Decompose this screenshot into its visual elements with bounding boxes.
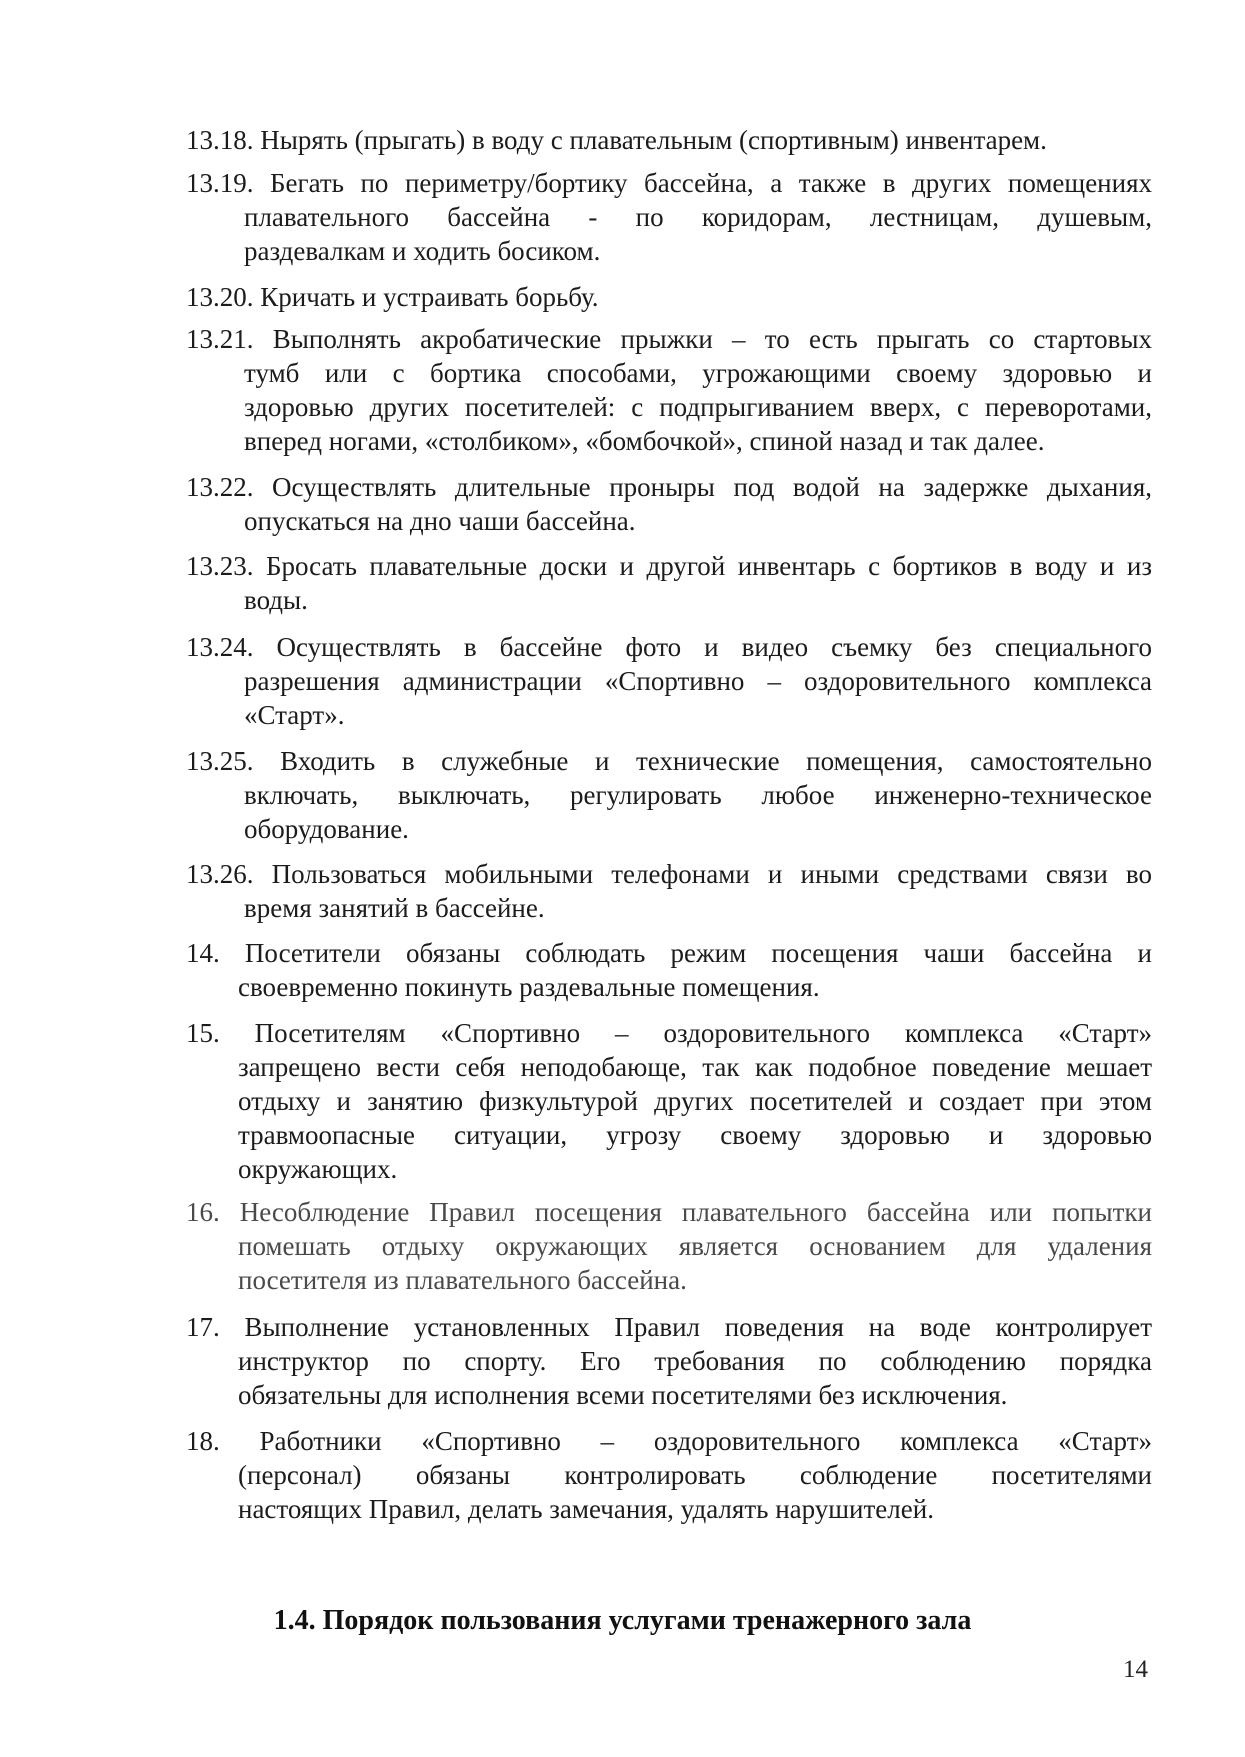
item-continuation: тумб или с бортика способами, угрожающими своему здоровью и xyxy=(244,358,1152,388)
item-continuation: воды. xyxy=(244,585,308,615)
item-continuation: включать, выключать, регулировать любое инженерно-техническое xyxy=(244,780,1152,810)
item-text: 18. Работники «Спортивно – оздоровительного комплекса «Старт» xyxy=(186,1426,1152,1456)
list-item-18 xyxy=(186,1424,1152,1526)
item-text: 13.24. Осуществлять в бассейне фото и видео съемку без специального xyxy=(186,632,1152,662)
section-heading: 1.4. Порядок пользования услугами тренажерного зала xyxy=(273,1605,972,1636)
list-item-13-22 xyxy=(186,470,1152,538)
item-continuation: здоровью других посетителей: с подпрыгиванием вверх, с переворотами, xyxy=(244,392,1152,422)
item-text: 13.26. Пользоваться мобильными телефонами и иными средствами связи во xyxy=(186,859,1152,889)
item-continuation: вперед ногами, «столбиком», «бомбочкой», спиной назад и так далее. xyxy=(244,426,1045,456)
list-item-13-26 xyxy=(186,857,1152,925)
item-continuation: помешать отдыху окружающих является основанием для удаления xyxy=(238,1231,1152,1261)
item-continuation: время занятий в бассейне. xyxy=(244,893,545,923)
item-continuation: посетителя из плавательного бассейна. xyxy=(238,1265,687,1295)
item-text: 13.20. Кричать и устраивать борьбу. xyxy=(186,282,599,312)
item-continuation: окружающих. xyxy=(238,1154,398,1184)
list-item-15 xyxy=(186,1016,1152,1186)
list-item-13-24 xyxy=(186,630,1152,732)
list-item-13-18 xyxy=(186,123,1152,157)
list-item-13-23 xyxy=(186,549,1152,617)
list-item-16 xyxy=(186,1195,1152,1297)
item-continuation: «Старт». xyxy=(244,700,345,730)
item-text: 13.19. Бегать по периметру/бортику бассейна, а также в других помещениях xyxy=(186,168,1152,198)
item-continuation: плавательного бассейна - по коридорам, лестницам, душевым, xyxy=(244,202,1152,232)
list-item-17 xyxy=(186,1310,1152,1412)
item-text: 15. Посетителям «Спортивно – оздоровительного комплекса «Старт» xyxy=(186,1018,1152,1048)
item-text: 16. Несоблюдение Правил посещения плавательного бассейна или попытки xyxy=(186,1197,1152,1227)
list-item-13-20 xyxy=(186,280,1152,314)
item-continuation: обязательны для исполнения всеми посетителями без исключения. xyxy=(238,1380,1008,1410)
page-number: 14 xyxy=(1123,1656,1148,1683)
item-continuation: своевременно покинуть раздевальные помещения. xyxy=(238,972,820,1002)
item-continuation: отдыху и занятию физкультурой других посетителей и создает при этом xyxy=(238,1086,1152,1116)
item-continuation: раздевалкам и ходить босиком. xyxy=(244,236,601,266)
list-item-13-19 xyxy=(186,166,1152,268)
item-text: 13.23. Бросать плавательные доски и другой инвентарь с бортиков в воду и из xyxy=(186,551,1152,581)
item-text: 13.25. Входить в служебные и технические помещения, самостоятельно xyxy=(186,746,1152,776)
item-text: 17. Выполнение установленных Правил поведения на воде контролирует xyxy=(186,1312,1152,1342)
item-text: 13.22. Осуществлять длительные проныры под водой на задержке дыхания, xyxy=(186,472,1152,502)
item-text: 13.21. Выполнять акробатические прыжки – то есть прыгать со стартовых xyxy=(186,324,1152,354)
item-continuation: травмоопасные ситуации, угрозу своему здоровью и здоровью xyxy=(238,1120,1152,1150)
item-continuation: запрещено вести себя неподобающе, так как подобное поведение мешает xyxy=(238,1052,1152,1082)
list-item-13-21 xyxy=(186,322,1152,458)
item-text: 13.18. Нырять (прыгать) в воду с плавательным (спортивным) инвентарем. xyxy=(186,125,1047,155)
item-continuation: разрешения администрации «Спортивно – оздоровительного комплекса xyxy=(244,666,1152,696)
list-item-14 xyxy=(186,936,1152,1004)
item-continuation: оборудование. xyxy=(244,814,409,844)
item-continuation: инструктор по спорту. Его требования по соблюдению порядка xyxy=(238,1346,1152,1376)
item-continuation: (персонал) обязаны контролировать соблюдение посетителями xyxy=(238,1460,1152,1490)
item-text: 14. Посетители обязаны соблюдать режим посещения чаши бассейна и xyxy=(186,938,1152,968)
list-item-13-25 xyxy=(186,744,1152,846)
item-continuation: настоящих Правил, делать замечания, удалять нарушителей. xyxy=(238,1494,934,1524)
item-continuation: опускаться на дно чаши бассейна. xyxy=(244,506,636,536)
